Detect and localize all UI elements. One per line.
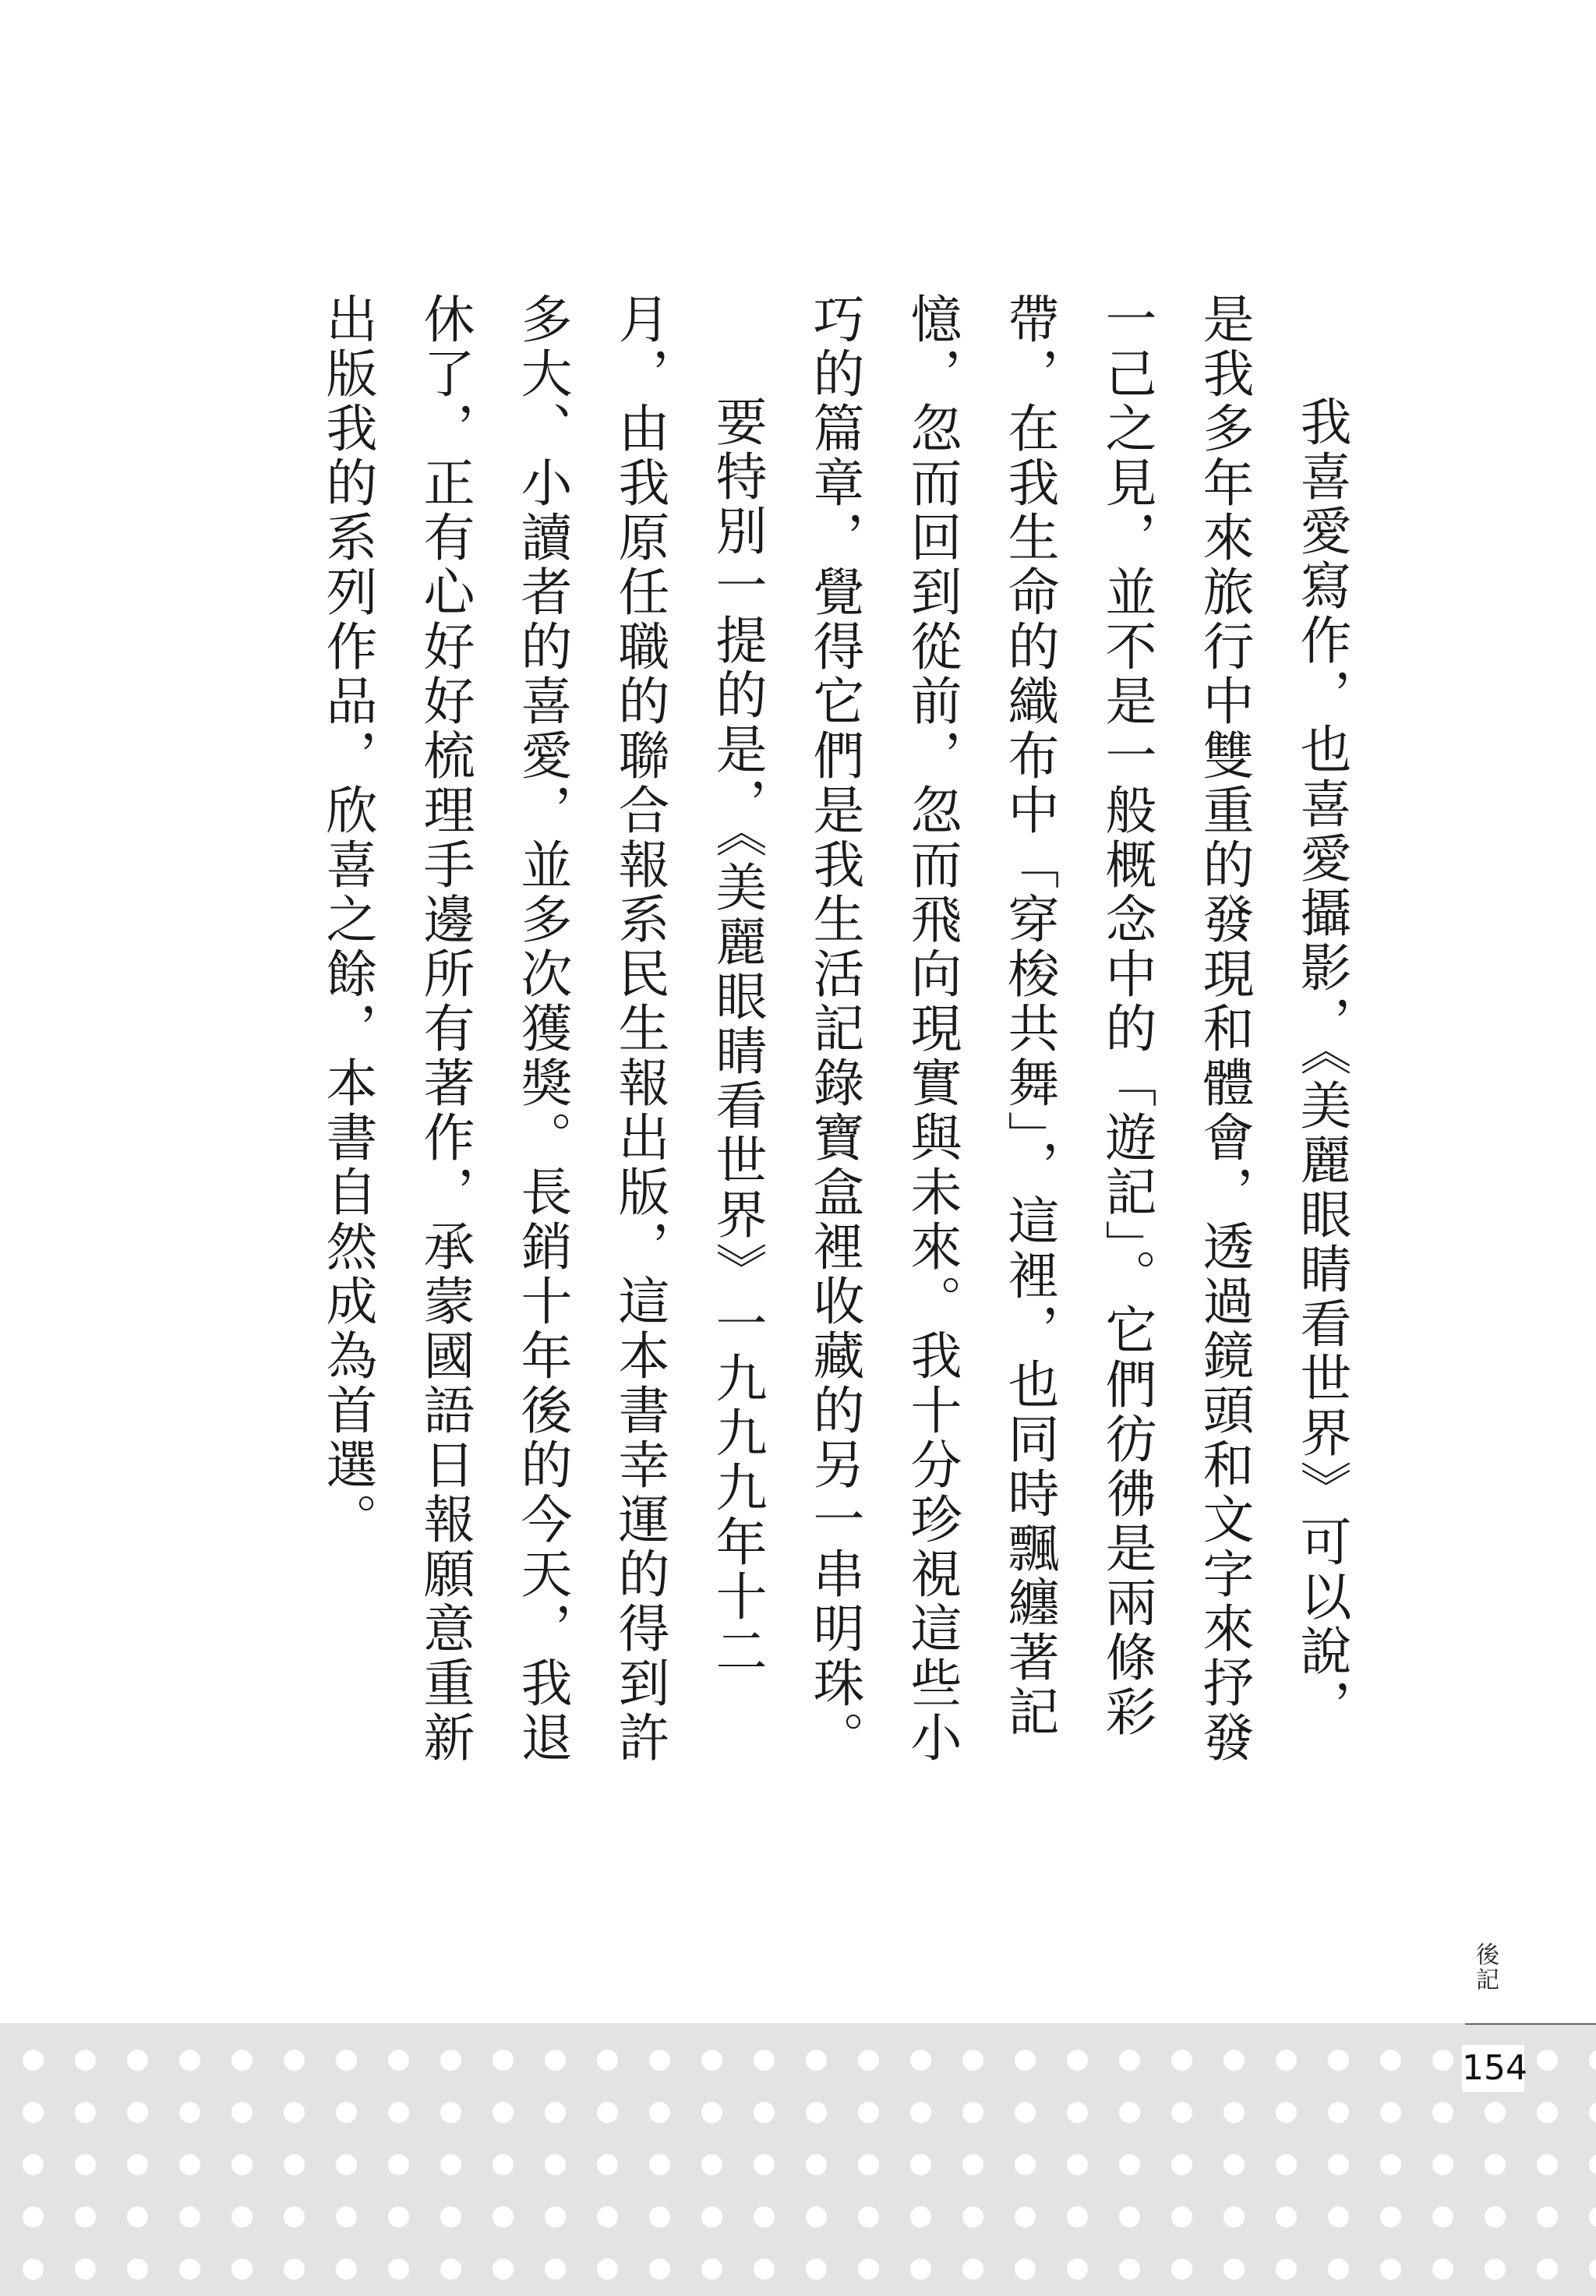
footer-divider — [1465, 2023, 1596, 2025]
paragraph-1: 我喜愛寫作，也喜愛攝影，《美麗眼睛看世界》可以說，是我多年來旅行中雙重的發現和體會，透過鏡頭和文字來抒發一己之見，並不是一般概念中的「遊記」。它們彷彿是兩條彩帶，在我生命的織布中「穿梭共舞」，這裡，也同時飄纏著記憶，忽而回到從前，忽而飛向現實與未來。我十分珍視這些小巧的篇章，覺得它們是我生活記錄寶盒裡收藏的另一串明珠。 — [804, 292, 1351, 1765]
page-number: 154 — [1462, 2045, 1524, 2092]
afterword-body — [298, 292, 1370, 1773]
polka-dot-footer-band — [0, 2023, 1596, 2296]
running-head: 後記 — [1471, 1942, 1499, 1992]
paragraph-2: 要特別一提的是，《美麗眼睛看世界》一九九九年十二月，由我原任職的聯合報系民生報出版，這本書幸運的得到許多大、小讀者的喜愛，並多次獲獎。長銷十年後的今天，我退休了，正有心好好梳理手邊所有著作，承蒙國語日報願意重新出版我的系列作品，欣喜之餘，本書自然成為首選。 — [317, 292, 767, 1765]
